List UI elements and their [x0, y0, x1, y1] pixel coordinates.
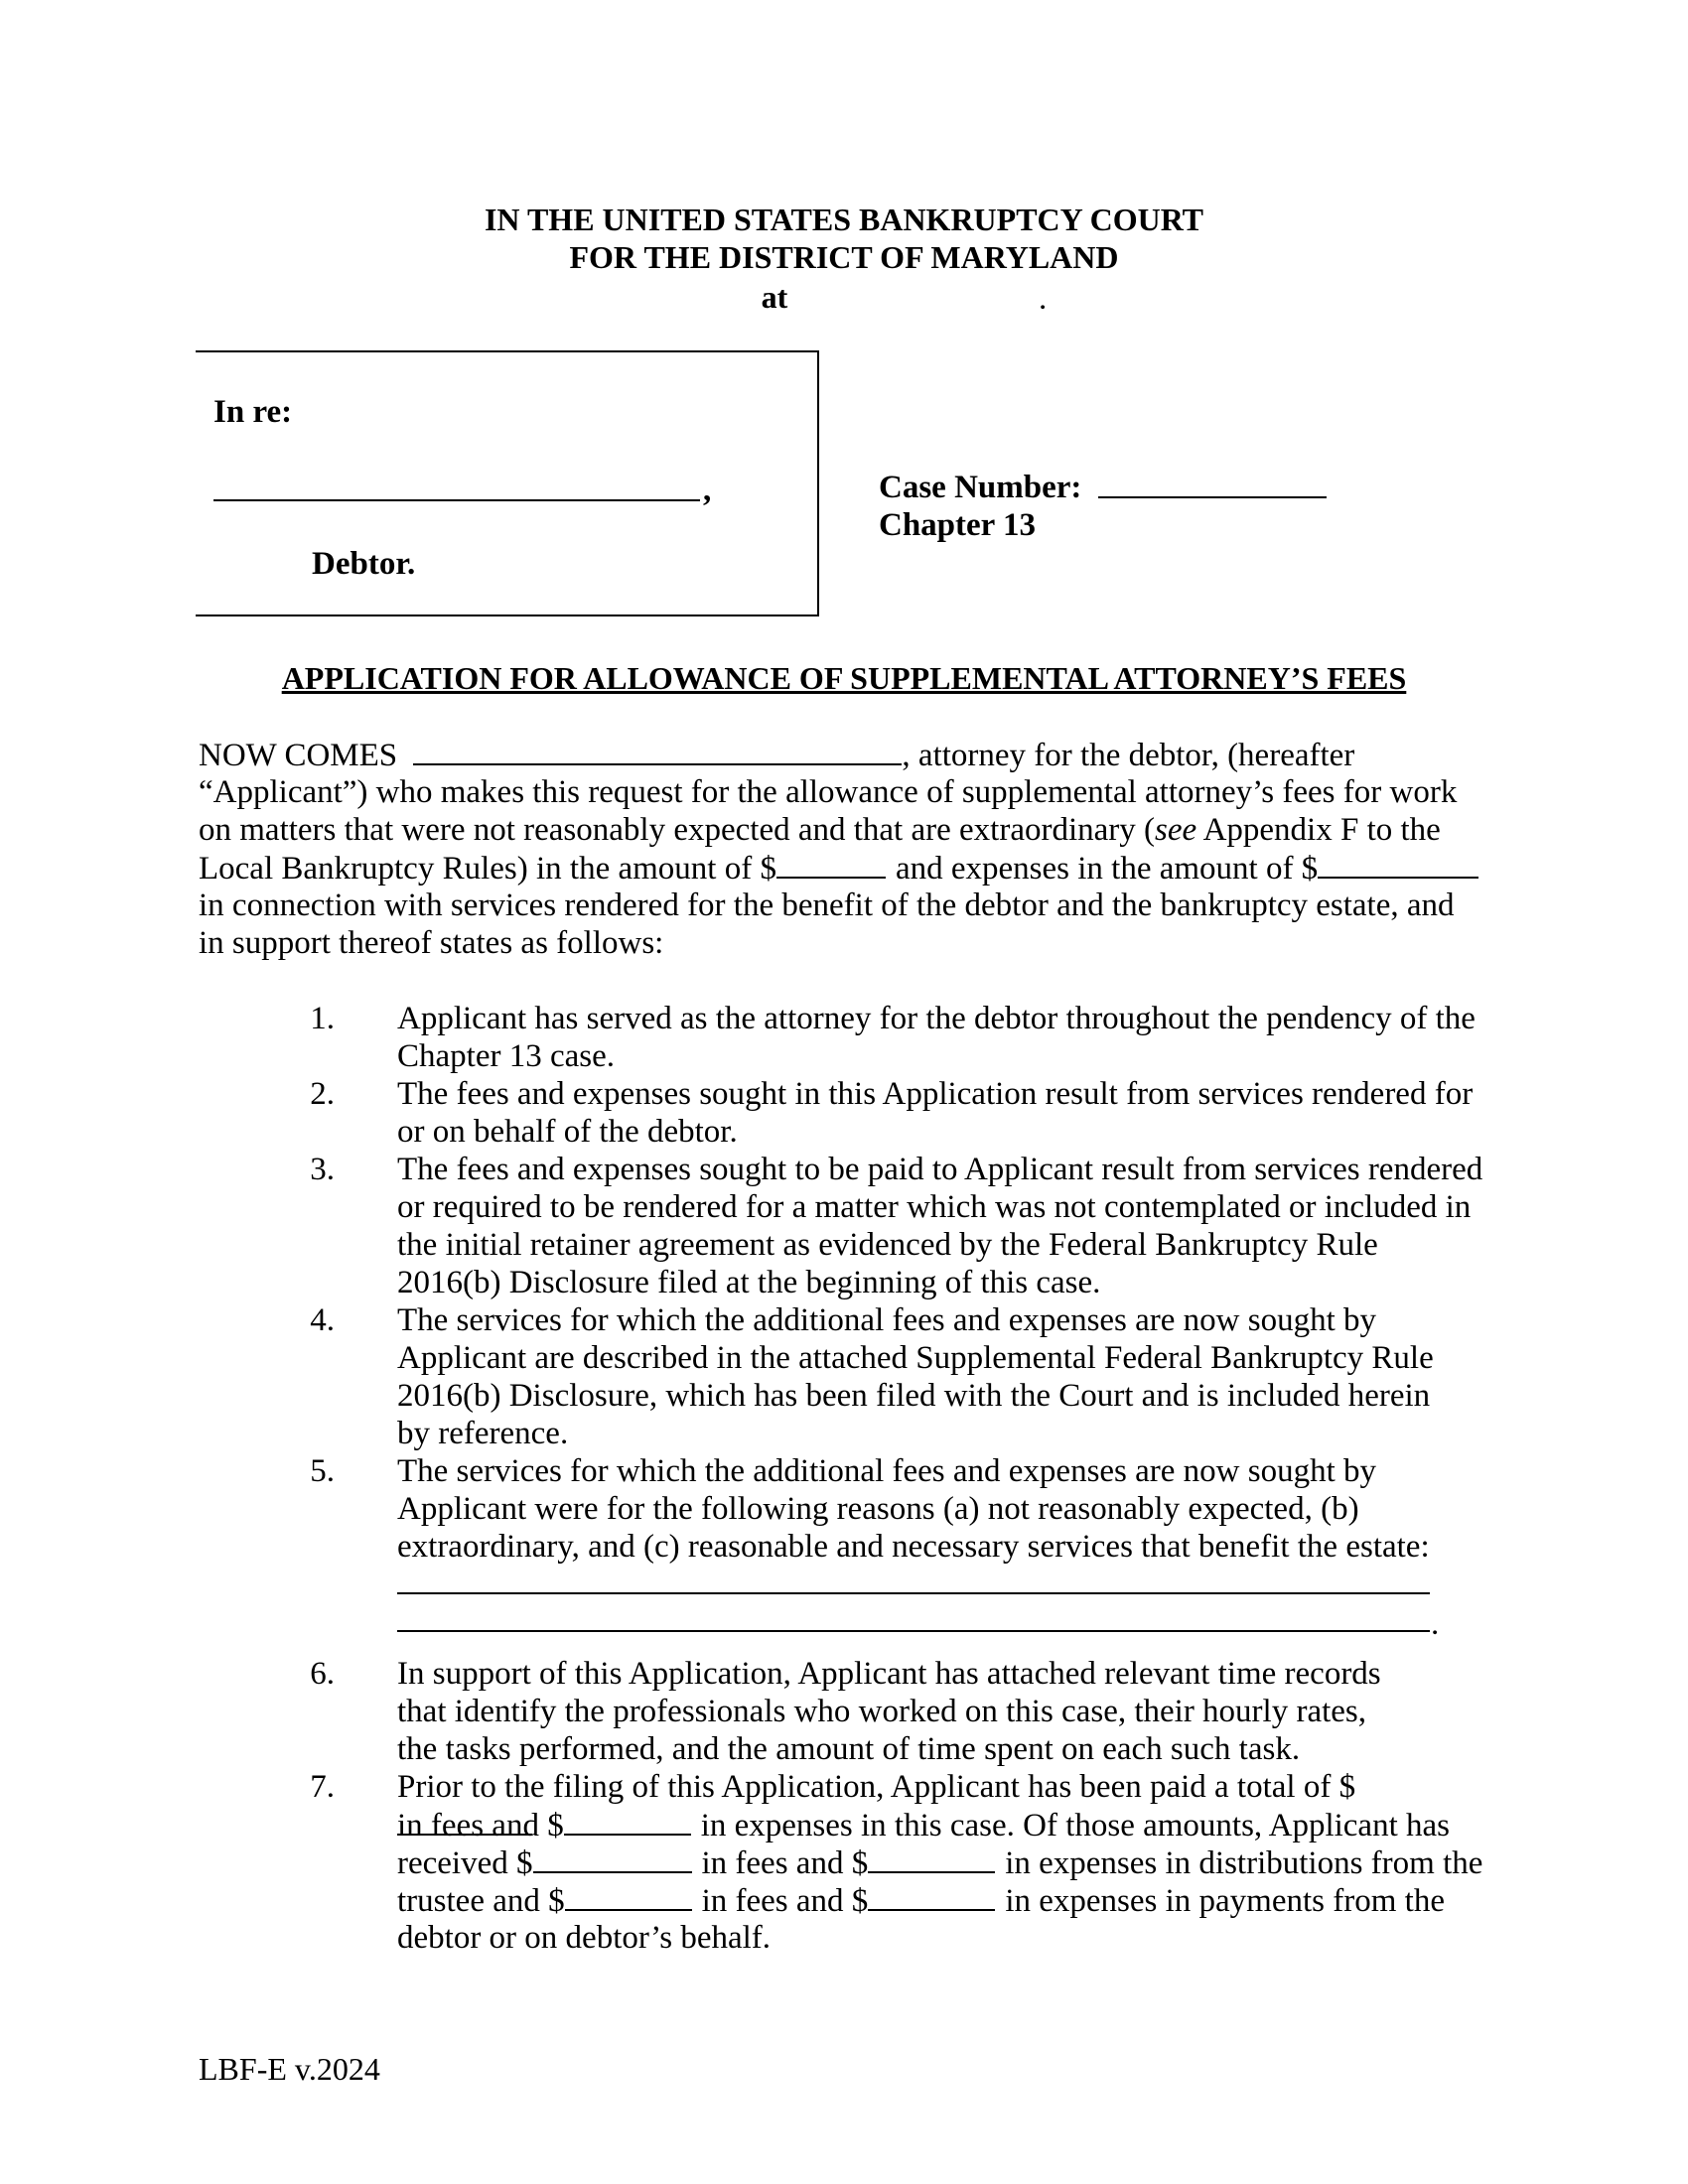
item-number: 3. [310, 1152, 335, 1187]
list-item-line: Applicant has served as the attorney for the debtor throughout the pendency of the [397, 1001, 1476, 1036]
debtor-name-comma: , [703, 473, 712, 508]
list-item-line: extraordinary, and (c) reasonable and necessary services that benefit the estate: [397, 1529, 1430, 1565]
list-item-line: In support of this Application, Applicant has attached relevant time records [397, 1656, 1381, 1692]
list-item-line: The services for which the additional fees and expenses are now sought by [397, 1453, 1377, 1489]
reasons-blank-line-1[interactable] [397, 1592, 1430, 1594]
debtor-expenses-text: in expenses in payments from the [1005, 1883, 1445, 1919]
list-item-line: 2016(b) Disclosure filed at the beginning of this case. [397, 1265, 1101, 1300]
reasons-period: . [1431, 1606, 1440, 1642]
list-item-line: or on behalf of the debtor. [397, 1114, 738, 1150]
list-item-line: by reference. [397, 1416, 569, 1451]
expense-amount-blank[interactable] [1318, 849, 1478, 879]
expenses-paid-text: in expenses in this case. Of those amounts, Applicant has [700, 1808, 1450, 1843]
debtor-name-blank[interactable] [213, 472, 700, 510]
court-location-at: at [761, 279, 788, 315]
item-number: 7. [310, 1769, 335, 1805]
intro-see-italic: see [1155, 812, 1197, 848]
attorney-name-blank[interactable] [413, 736, 902, 765]
item-number: 1. [310, 1001, 335, 1036]
debtor-expenses-blank[interactable] [868, 1881, 995, 1911]
item-number: 4. [310, 1302, 335, 1338]
item-number: 5. [310, 1453, 335, 1489]
court-name-line2: FOR THE DISTRICT OF MARYLAND [569, 239, 1119, 275]
received-fees-text: in fees and $ [701, 1845, 869, 1881]
trustee-fees-blank[interactable] [533, 1843, 692, 1873]
list-item-line: Applicant were for the following reasons (a) not reasonably expected, (b) [397, 1491, 1359, 1527]
intro-line-3 [199, 811, 1489, 849]
item-number: 6. [310, 1656, 335, 1692]
debtor-fees-blank[interactable] [565, 1881, 692, 1911]
form-version-footer: LBF-E v.2024 [199, 2051, 380, 2087]
list-item-line: Chapter 13 case. [397, 1038, 615, 1074]
list-item-line: or required to be rendered for a matter which was not contemplated or included in [397, 1189, 1472, 1225]
fee-amount-blank[interactable] [776, 849, 886, 879]
intro-expense-amount-text: and expenses in the amount of $ [895, 851, 1319, 887]
list-item-line: debtor or on debtor’s behalf. [397, 1920, 772, 1956]
trustee-text: trustee and $ [397, 1883, 565, 1919]
list-item-line: 2016(b) Disclosure, which has been filed with the Court and is included herein [397, 1378, 1431, 1414]
fees-paid-text: in fees and $ [397, 1808, 564, 1843]
intro-fee-amount-text: Local Bankruptcy Rules) in the amount of $ [199, 851, 776, 887]
debtor-fees-text: in fees and $ [701, 1883, 869, 1919]
list-item-line: The fees and expenses sought in this Application result from services rendered for [397, 1076, 1474, 1112]
list-item-line: The services for which the additional fees and expenses are now sought by [397, 1302, 1377, 1338]
case-number-label: Case Number: [879, 470, 1082, 505]
chapter-label: Chapter 13 [879, 507, 1036, 543]
fees-paid-blank[interactable] [564, 1806, 691, 1836]
intro-line-1 [199, 736, 1489, 774]
in-re-label: In re: [213, 394, 293, 430]
document-title: APPLICATION FOR ALLOWANCE OF SUPPLEMENTAL ATTORNEY’S FEES [281, 660, 1407, 696]
list-item-line: Applicant are described in the attached Supplemental Federal Bankruptcy Rule [397, 1340, 1434, 1376]
intro-line-2: “Applicant”) who makes this request for the allowance of supplemental attorney’s fees for work [199, 774, 1458, 810]
reasons-blank-line-2[interactable] [397, 1630, 1430, 1632]
intro-line-3-a: on matters that were not reasonably expected and that are extraordinary ( [199, 812, 1155, 848]
intro-line-5: in connection with services rendered for the benefit of the debtor and the bankruptcy estate, and [199, 887, 1455, 923]
intro-line-3-b: Appendix F to the [1196, 812, 1441, 848]
list-item-line [397, 1881, 1489, 1920]
case-number-blank[interactable] [1098, 469, 1327, 507]
court-location-period: . [1039, 281, 1048, 317]
debtor-label: Debtor. [312, 546, 416, 582]
received-expenses-text: in expenses in distributions from the [1005, 1845, 1483, 1881]
received-text: received $ [397, 1845, 533, 1881]
list-item-line: the tasks performed, and the amount of time spent on each such task. [397, 1731, 1301, 1767]
item-number: 2. [310, 1076, 335, 1112]
intro-line-4 [199, 849, 1489, 887]
intro-line-6: in support thereof states as follows: [199, 925, 664, 961]
trustee-expenses-blank[interactable] [868, 1843, 995, 1873]
list-item-line [397, 1806, 1489, 1844]
list-item-line: The fees and expenses sought to be paid to Applicant result from services rendered [397, 1152, 1483, 1187]
intro-after-name: , attorney for the debtor, (hereafter [902, 738, 1355, 773]
court-name-line1: IN THE UNITED STATES BANKRUPTCY COURT [484, 202, 1204, 237]
list-item-line: the initial retainer agreement as evidenced by the Federal Bankruptcy Rule [397, 1227, 1378, 1263]
list-item-line [397, 1843, 1489, 1882]
list-item-line: that identify the professionals who worked on this case, their hourly rates, [397, 1694, 1367, 1729]
paid-total-text: Prior to the filing of this Application, Applicant has been paid a total of $ [397, 1769, 1356, 1805]
now-comes-text: NOW COMES [199, 738, 398, 773]
